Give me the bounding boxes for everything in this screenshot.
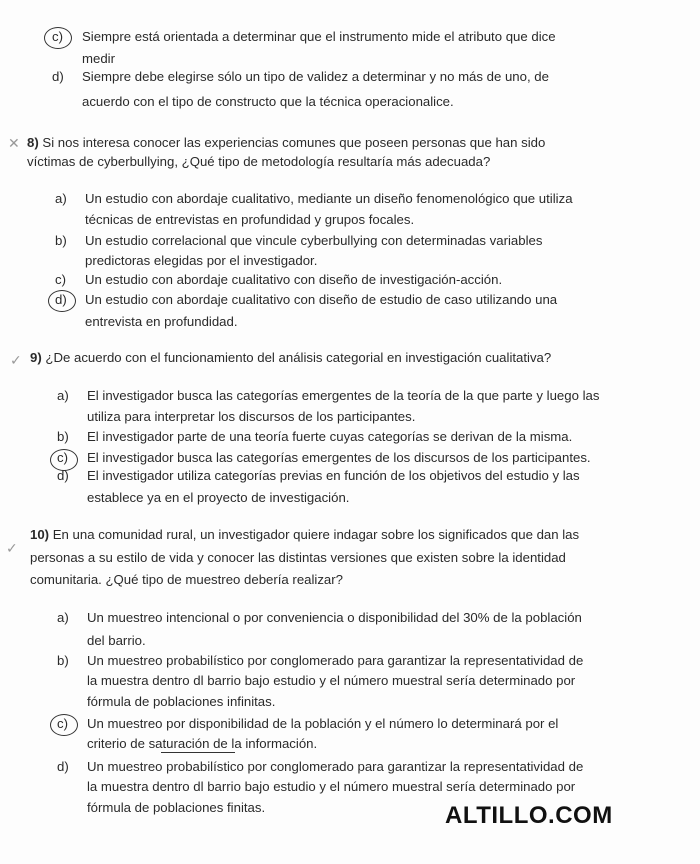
option-text-cont: medir — [82, 51, 115, 66]
option-text: El investigador utiliza categorías previas en función de los objetivos del estudio y las — [87, 468, 580, 483]
check-mark: ✓ — [10, 352, 22, 368]
option-text: Un estudio correlacional que vincule cyberbullying con determinadas variables — [85, 233, 543, 248]
option-letter: b) — [57, 653, 69, 668]
option-text-cont: entrevista en profundidad. — [85, 314, 238, 329]
option-text: Un muestreo probabilístico por conglomerado para garantizar la representatividad de — [87, 653, 584, 668]
option-text-cont: acuerdo con el tipo de constructo que la técnica operacionalice. — [82, 94, 454, 109]
question-10-line1 — [30, 526, 579, 544]
option-letter: a) — [57, 610, 69, 625]
question-8-line1 — [27, 134, 545, 152]
option-text-cont: fórmula de poblaciones infinitas. — [87, 694, 276, 709]
option-text: Siempre debe elegirse sólo un tipo de validez a determinar y no más de uno, de — [82, 69, 549, 84]
option-text-cont: utiliza para interpretar los discursos de los participantes. — [87, 409, 416, 424]
option-letter: a) — [55, 191, 67, 206]
option-text-cont: del barrio. — [87, 633, 146, 648]
option-text: Un muestreo por disponibilidad de la población y el número lo determinará por el — [87, 716, 559, 731]
handwritten-underline — [161, 752, 235, 753]
question-10-line3: comunitaria. ¿Qué tipo de muestreo debería realizar? — [30, 572, 343, 587]
option-text: Siempre está orientada a determinar que el instrumento mide el atributo que dice — [82, 29, 556, 44]
option-letter: b) — [57, 429, 69, 444]
option-letter: c) — [52, 29, 63, 44]
option-text: Un muestreo intencional o por conveniencia o disponibilidad del 30% de la población — [87, 610, 582, 625]
option-text: Un muestreo probabilístico por conglomerado para garantizar la representatividad de — [87, 759, 584, 774]
option-text-cont: la muestra dentro dl barrio bajo estudio y el número muestral sería determinado por — [87, 673, 576, 688]
option-text: Un estudio con abordaje cualitativo con diseño de investigación-acción. — [85, 272, 503, 287]
cross-mark: ✕ — [8, 135, 20, 151]
question-10-line2: personas a su estilo de vida y conocer las distintas versiones que existen sobre la identidad — [30, 550, 566, 565]
option-text: El investigador busca las categorías emergentes de los discursos de los participantes. — [87, 450, 591, 465]
option-text: Un estudio con abordaje cualitativo con diseño de estudio de caso utilizando una — [85, 292, 558, 307]
question-9-line1 — [30, 349, 551, 367]
option-text-cont: la muestra dentro dl barrio bajo estudio y el número muestral sería determinado por — [87, 779, 576, 794]
option-text: El investigador busca las categorías emergentes de la teoría de la que parte y luego las — [87, 388, 600, 403]
option-letter: d) — [57, 759, 69, 774]
option-letter: c) — [55, 272, 66, 287]
option-letter: c) — [57, 716, 68, 731]
option-text-cont: técnicas de entrevistas en profundidad y grupos focales. — [85, 212, 415, 227]
option-text: Un estudio con abordaje cualitativo, mediante un diseño fenomenológico que utiliza — [85, 191, 573, 206]
option-letter: a) — [57, 388, 69, 403]
option-text: El investigador parte de una teoría fuerte cuyas categorías se derivan de la misma. — [87, 429, 573, 444]
option-text-cont: establece ya en el proyecto de investigación. — [87, 490, 350, 505]
option-letter: d) — [57, 468, 69, 483]
question-number: 8) — [27, 135, 39, 150]
question-number: 10) — [30, 527, 50, 542]
option-text-cont: fórmula de poblaciones finitas. — [87, 800, 266, 815]
option-text-cont: criterio de saturación de la información. — [87, 736, 318, 751]
option-letter: b) — [55, 233, 67, 248]
check-mark: ✓ — [6, 540, 18, 556]
question-text: ¿De acuerdo con el funcionamiento del análisis categorial en investigación cualitativa? — [45, 350, 552, 365]
question-8-line2: víctimas de cyberbullying, ¿Qué tipo de metodología resultaría más adecuada? — [27, 154, 491, 169]
option-text-cont: predictoras elegidas por el investigador. — [85, 253, 318, 268]
option-letter: c) — [57, 450, 68, 465]
question-text: Si nos interesa conocer las experiencias comunes que poseen personas que han sido — [42, 135, 546, 150]
question-number: 9) — [30, 350, 42, 365]
option-letter: d) — [52, 69, 64, 84]
question-text: En una comunidad rural, un investigador quiere indagar sobre los significados que dan las — [52, 527, 580, 542]
option-letter: d) — [55, 292, 67, 307]
watermark-footer: ALTILLO.COM — [445, 802, 613, 829]
